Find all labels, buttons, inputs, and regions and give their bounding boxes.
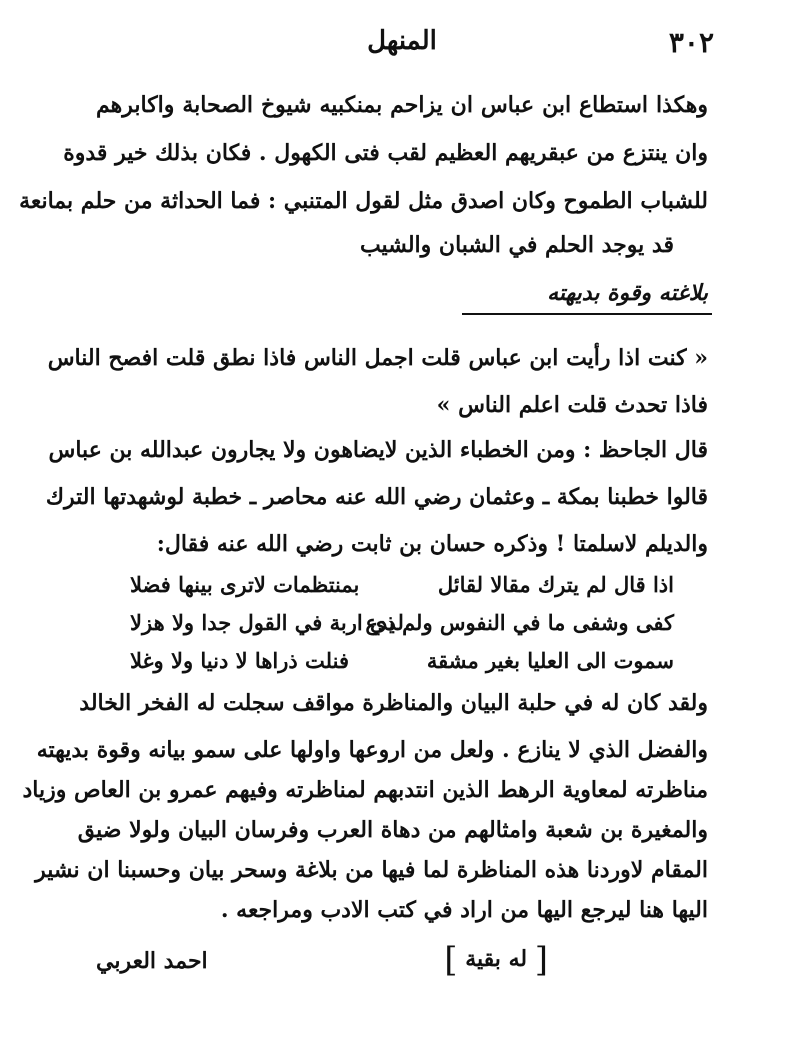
paragraph-line: قالوا خطبنا بمكة ـ وعثمان رضي الله عنه محاصر ـ خطبة لوشهدتها الترك: [45, 484, 708, 510]
page-header: [90, 26, 714, 66]
verse-second-hemistich: فنلت ذراها لا دنيا ولا وغلا: [130, 648, 349, 673]
paragraph-line: للشباب الطموح وكان اصدق مثل لقول المتنبي : فما الحداثة من حلم بمانعة: [19, 188, 708, 214]
verse-first-hemistich: اذا قال لم يترك مقالا لقائل: [437, 572, 674, 597]
paragraph-line: قال الجاحظ : ومن الخطباء الذين لايضاهون ولا يجارون عبدالله بن عباس: [48, 437, 708, 463]
author-signature: احمد العربي: [96, 948, 208, 974]
paragraph-line: اليها هنا ليرجع اليها من اراد في كتب الادب ومراجعه .: [220, 897, 708, 923]
paragraph-line: والمغيرة بن شعبة وامثالهم من دهاة العرب وفرسان البيان ولولا ضيق: [77, 817, 708, 843]
verse-first-hemistich: كفى وشفى ما في النفوس ولم يدع: [365, 610, 674, 635]
verse-second-hemistich: بمنتظمات لاترى بينها فضلا: [130, 572, 360, 597]
paragraph-line: مناظرته لمعاوية الرهط الذين انتدبهم لمناظرته وفيهم عمرو بن العاص وزياد: [22, 777, 708, 803]
quote-line: « كنت اذا رأيت ابن عباس قلت اجمل الناس فاذا نطق قلت افصح الناس: [47, 345, 708, 371]
section-underline: [462, 313, 712, 315]
paragraph-line: وان ينتزع من عبقريهم العظيم لقب فتى الكهول . فكان بذلك خير قدوة: [63, 140, 708, 166]
paragraph-line: والفضل الذي لا ينازع . ولعل من اروعها واولها على سمو بيانه وقوة بديهته: [36, 737, 708, 763]
paragraph-line: قد يوجد الحلم في الشبان والشيب: [359, 232, 674, 258]
quote-line: فاذا تحدث قلت اعلم الناس »: [436, 392, 708, 418]
bracket-open: [: [534, 940, 548, 980]
bracket-close: ]: [444, 940, 458, 980]
page-number: ٣٠٢: [668, 26, 714, 59]
running-title: المنهل: [367, 26, 437, 56]
continuation-text: له بقية: [465, 946, 528, 972]
section-heading: بلاغته وقوة بديهته: [547, 280, 708, 306]
paragraph-line: وهكذا استطاع ابن عباس ان يزاحم بمنكبيه شيوخ الصحابة واكابرهم: [96, 92, 708, 118]
verse-second-hemistich: لذي اربة في القول جدا ولا هزلا: [130, 610, 404, 635]
paragraph-line: ولقد كان له في حلبة البيان والمناظرة مواقف سجلت له الفخر الخالد: [79, 690, 708, 716]
paragraph-line: المقام لاوردنا هذه المناظرة لما فيها من بلاغة وسحر بيان وحسبنا ان نشير: [35, 857, 708, 883]
verse-first-hemistich: سموت الى العليا بغير مشقة: [426, 648, 674, 673]
paragraph-line: والديلم لاسلمتا ! وذكره حسان بن ثابت رضي الله عنه فقال:: [156, 531, 708, 557]
continuation-note: [438, 938, 554, 982]
